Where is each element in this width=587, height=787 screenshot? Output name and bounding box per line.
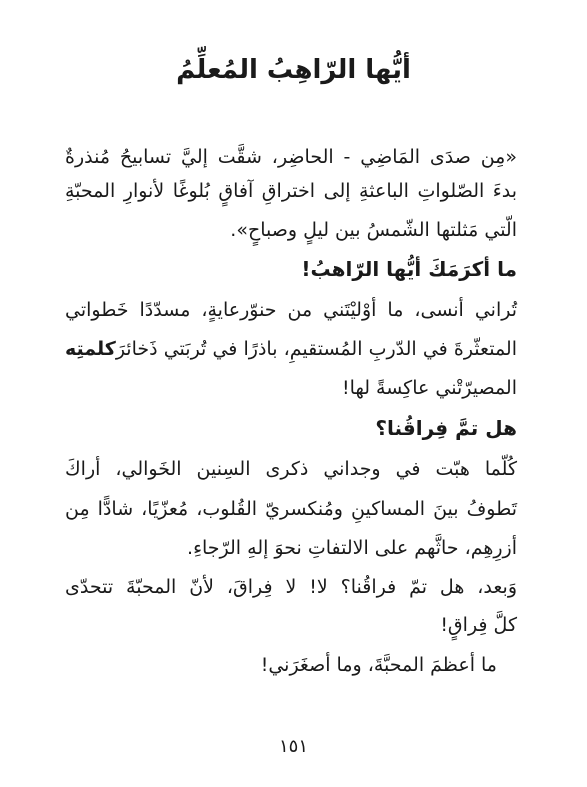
paragraph-1-line-1: تُراني أنسى، ما أوْليْتَني من حنوّرعايةٍ، مسدّدًا خَطواتي bbox=[65, 299, 517, 321]
paragraph-2-line-2: تَطوفُ بينَ المساكينِ ومُنكسريّ القُلوب، مُعزّيًا، شادًّا مِن bbox=[65, 498, 517, 520]
paragraph-2-line-1: كُلّما هبّت في وجداني ذكرى السِنين الخَوالي، أراكَ bbox=[65, 458, 517, 480]
paragraph-1-line-2-text: المتعثّرةَ في الدّربِ المُستقيمِ، باذرًا في تُربَتي ذَخائرَ bbox=[115, 338, 517, 360]
paragraph-3-line-1: وَبعد، هل تمّ فراقُنا؟ لا! لا فِراقَ، لأنّ المحبّةَ تتحدّى bbox=[65, 576, 517, 598]
bold-word-kalimatih: كلمتِه bbox=[65, 338, 116, 360]
section-heading-2: هل تمَّ فِراقُنا؟ bbox=[375, 416, 517, 440]
quote-line-3: الّتي مَثلتها الشّمسُ بين ليلٍ وصباحٍ». bbox=[230, 219, 517, 241]
quote-line-1: «مِن صدَى المَاضِي - الحاضِر، شقَّت إليَّ تسابيحُ مُنذرةٌ bbox=[65, 146, 517, 168]
section-heading-1: ما أكرَمَكَ أيُّها الرّاهبُ! bbox=[301, 257, 517, 281]
quote-line-2: بدءَ الصّلواتِ الباعثةِ إلى اختراقِ آفاقٍ بُلوغًا لأنوارِ المحبّةِ bbox=[65, 180, 517, 202]
closing-line: ما أعظمَ المحبَّةَ، وما أصغَرَني! bbox=[260, 654, 497, 676]
paragraph-3-line-2: كلَّ فِراقٍ! bbox=[440, 614, 517, 636]
paragraph-1-line-2 bbox=[65, 334, 517, 364]
page-number: ١٥١ bbox=[278, 736, 308, 757]
page-title: أيُّها الرّاهِبُ المُعلِّمُ bbox=[176, 55, 411, 85]
paragraph-2-line-3: أزرِهِم، حاثَّهم على الالتفاتِ نحوَ إلهِ الرّجاءِ. bbox=[187, 537, 517, 559]
paragraph-1-line-3: المصيرّتْني عاكِسةً لها! bbox=[342, 377, 517, 399]
